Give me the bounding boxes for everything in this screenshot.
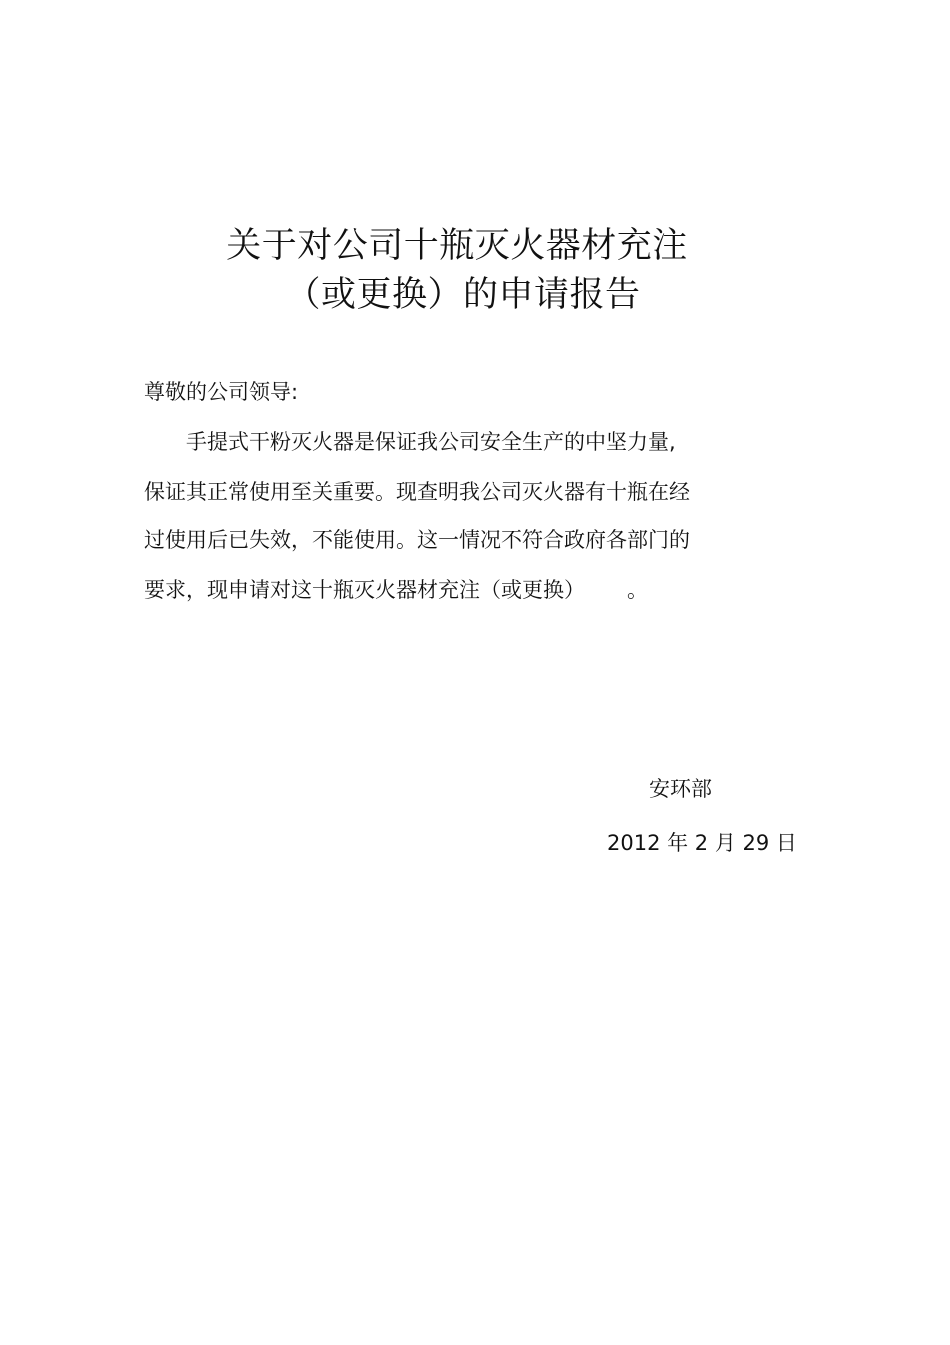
body-line-3: 过使用后已失效，不能使用。这一情况不符合政府各部门的 (144, 528, 690, 552)
body-line-4 (144, 575, 648, 605)
body-line-4-period: 。 (627, 578, 648, 602)
body-line-4-text: 要求，现申请对这十瓶灭火器材充注（或更换） (144, 578, 585, 602)
document-title-line-1: 关于对公司十瓶灭火器材充注 (226, 226, 688, 266)
body-line-1: 手提式干粉灭火器是保证我公司安全生产的中坚力量, (186, 430, 676, 454)
salutation: 尊敬的公司领导: (144, 380, 299, 404)
signature-department: 安环部 (649, 777, 712, 801)
body-line-2: 保证其正常使用至关重要。现查明我公司灭火器有十瓶在经 (144, 480, 690, 504)
signature-date: 2012 年 2 月 29 日 (607, 831, 797, 855)
document-title-line-2: （或更换）的申请报告 (285, 275, 641, 315)
